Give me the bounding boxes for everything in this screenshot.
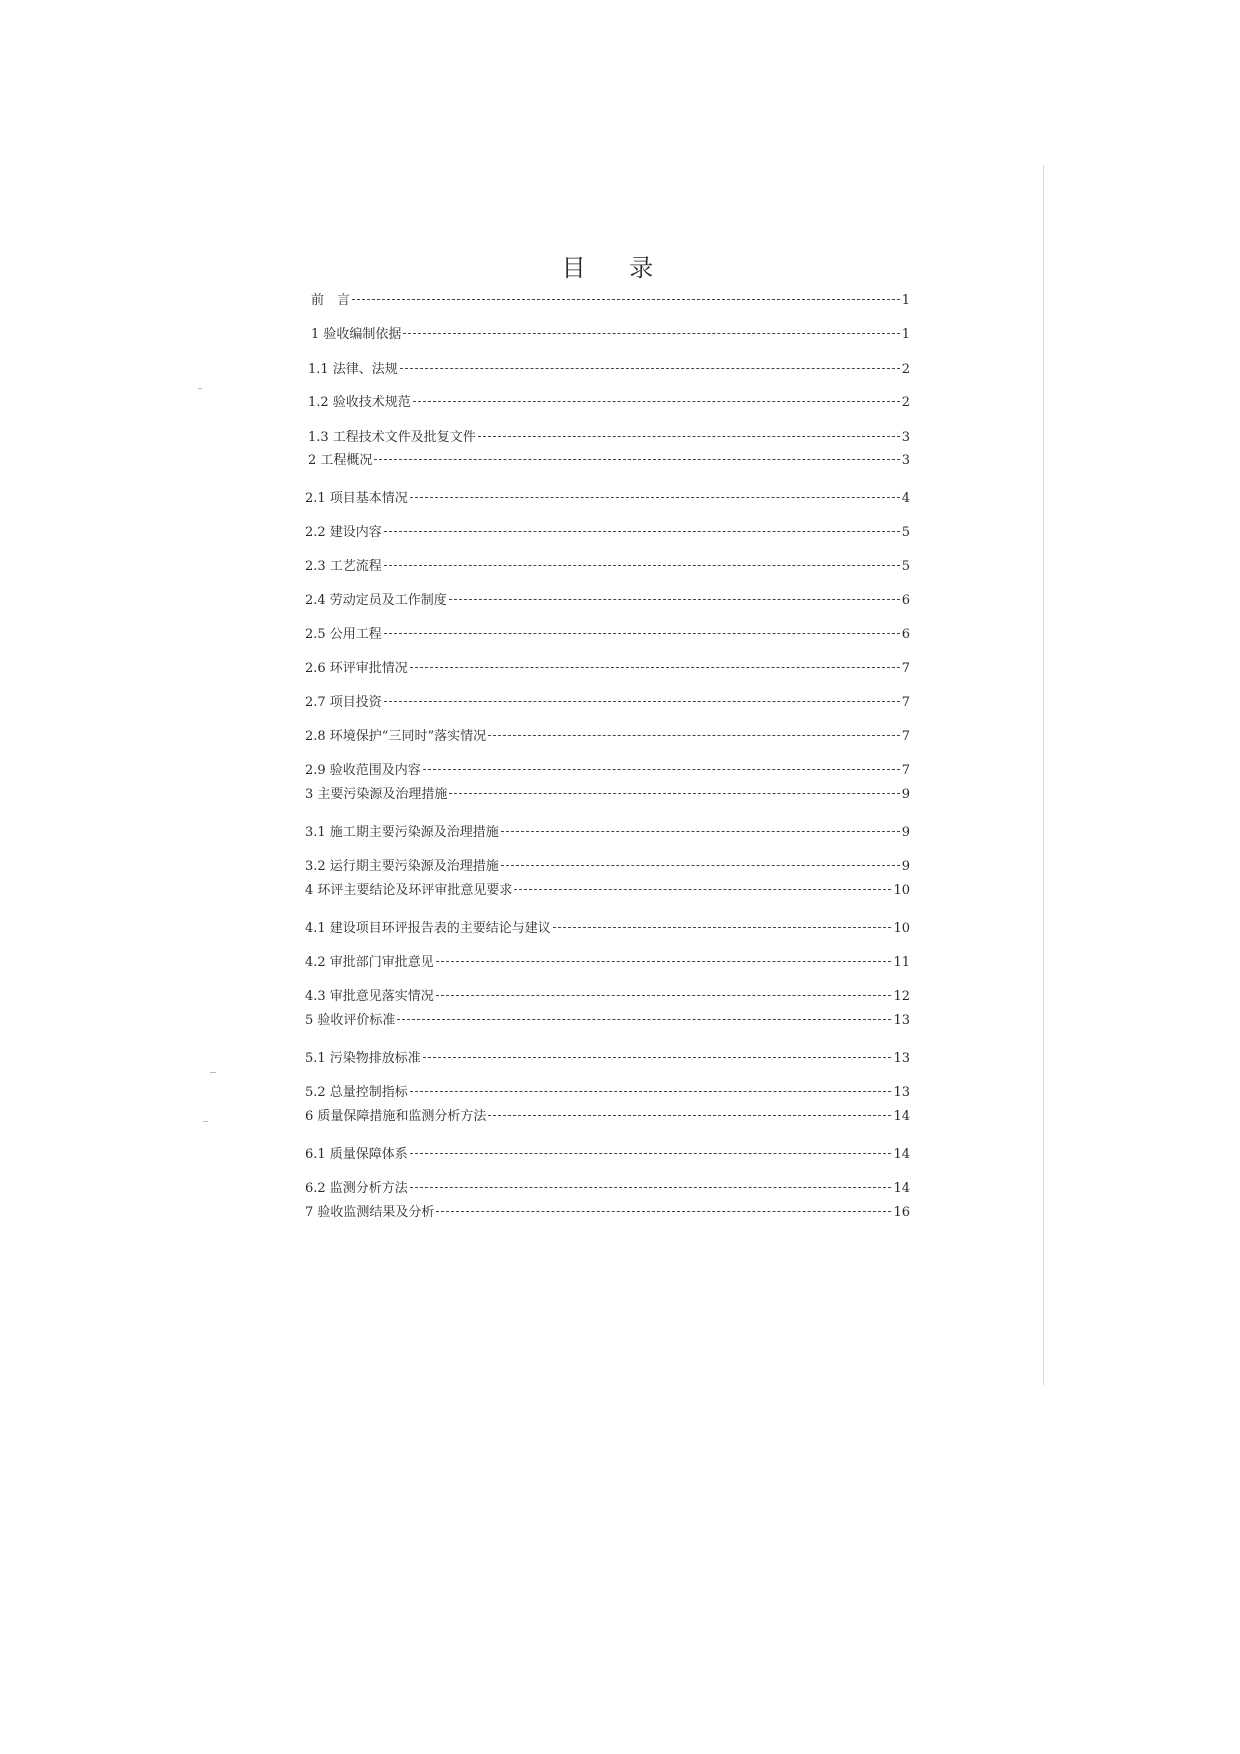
toc-entry-page-number: 7: [901, 661, 910, 676]
toc-entry-label: 6.1 质量保障体系: [305, 1147, 408, 1162]
toc-dot-leader: [488, 1115, 891, 1116]
toc-entry-page-number: 10: [893, 883, 910, 898]
toc-dot-leader: [400, 368, 900, 369]
scan-mark: [198, 388, 202, 389]
toc-entry-label: 1.2 验收技术规范: [308, 395, 411, 410]
toc-entry-page-number: 3: [901, 453, 910, 468]
toc-entry-page-number: 14: [893, 1181, 910, 1196]
toc-entry[interactable]: [305, 954, 910, 972]
toc-dot-leader: [384, 633, 900, 634]
toc-entry-page-number: 9: [901, 859, 910, 874]
toc-entry-label: 3.2 运行期主要污染源及治理措施: [305, 859, 499, 874]
toc-entry-page-number: 6: [901, 627, 910, 642]
table-of-contents: [305, 250, 910, 1220]
toc-dot-leader: [514, 889, 891, 890]
toc-dot-leader: [384, 565, 900, 566]
toc-entry-label: 前 言: [311, 293, 351, 308]
toc-entry[interactable]: [305, 1146, 910, 1164]
toc-entry-label: 5 验收评价标准: [305, 1013, 396, 1028]
toc-entry[interactable]: [305, 452, 910, 470]
toc-dot-leader: [478, 436, 900, 437]
toc-entry[interactable]: [305, 694, 910, 712]
toc-entry-page-number: 2: [901, 362, 910, 377]
toc-entry-label: 3 主要污染源及治理措施: [305, 787, 448, 802]
toc-dot-leader: [488, 735, 900, 736]
toc-dot-leader: [410, 1153, 892, 1154]
toc-entry-page-number: 5: [901, 559, 910, 574]
toc-entry[interactable]: [305, 292, 910, 310]
toc-dot-leader: [449, 599, 900, 600]
toc-entry-label: 2.3 工艺流程: [305, 559, 382, 574]
toc-entry-label: 2.9 验收范围及内容: [305, 763, 421, 778]
toc-entry-page-number: 10: [893, 921, 910, 936]
toc-dot-leader: [397, 1019, 891, 1020]
toc-entry-page-number: 13: [893, 1051, 910, 1066]
toc-dot-leader: [501, 831, 900, 832]
toc-entry[interactable]: [305, 429, 910, 447]
toc-entry[interactable]: [305, 394, 910, 412]
toc-entry[interactable]: [305, 858, 910, 876]
toc-entry-label: 6 质量保障措施和监测分析方法: [305, 1109, 487, 1124]
toc-entry[interactable]: [305, 920, 910, 938]
toc-entry-page-number: 14: [893, 1147, 910, 1162]
toc-entry-page-number: 13: [893, 1013, 910, 1028]
toc-entry-page-number: 1: [901, 327, 910, 342]
toc-entry-label: 1.3 工程技术文件及批复文件: [308, 430, 476, 445]
toc-entry-page-number: 7: [901, 763, 910, 778]
toc-entry-page-number: 1: [901, 293, 910, 308]
toc-entry-label: 4 环评主要结论及环评审批意见要求: [305, 883, 513, 898]
toc-dot-leader: [413, 401, 900, 402]
toc-entry-label: 1.1 法律、法规: [308, 362, 398, 377]
page-edge-line: [1043, 165, 1044, 1385]
toc-entry[interactable]: [305, 988, 910, 1006]
toc-entry[interactable]: [305, 1108, 910, 1126]
toc-entry-page-number: 12: [893, 989, 910, 1004]
toc-entry-label: 1 验收编制依据: [311, 327, 402, 342]
toc-entry[interactable]: [305, 1180, 910, 1198]
toc-entry-label: 2.8 环境保护“三同时”落实情况: [305, 729, 487, 744]
toc-dot-leader: [553, 927, 892, 928]
toc-entry-label: 5.1 污染物排放标准: [305, 1051, 421, 1066]
toc-dot-leader: [374, 459, 899, 460]
toc-entry[interactable]: [305, 1204, 910, 1222]
toc-entry-label: 2 工程概况: [308, 453, 373, 468]
toc-entry[interactable]: [305, 558, 910, 576]
toc-entry-page-number: 4: [901, 491, 910, 506]
toc-entry-page-number: 7: [901, 695, 910, 710]
toc-entry-label: 4.1 建设项目环评报告表的主要结论与建议: [305, 921, 551, 936]
toc-entry-page-number: 11: [893, 955, 910, 970]
toc-dot-leader: [436, 1211, 891, 1212]
toc-entry-page-number: 9: [901, 787, 910, 802]
toc-entry[interactable]: [305, 728, 910, 746]
toc-entry-page-number: 7: [901, 729, 910, 744]
toc-entry[interactable]: [305, 1084, 910, 1102]
toc-dot-leader: [423, 769, 900, 770]
toc-entry-label: 6.2 监测分析方法: [305, 1181, 408, 1196]
toc-dot-leader: [423, 1057, 892, 1058]
scan-mark: [210, 1072, 216, 1073]
toc-dot-leader: [501, 865, 900, 866]
toc-dot-leader: [410, 497, 900, 498]
toc-entry[interactable]: [305, 762, 910, 780]
toc-entry-page-number: 5: [901, 525, 910, 540]
toc-entry-label: 2.2 建设内容: [305, 525, 382, 540]
toc-dot-leader: [449, 793, 899, 794]
toc-entry[interactable]: [305, 786, 910, 804]
toc-entry[interactable]: [305, 1050, 910, 1068]
toc-entry-page-number: 6: [901, 593, 910, 608]
toc-entry-page-number: 3: [901, 430, 910, 445]
toc-entry[interactable]: [305, 626, 910, 644]
toc-entry-page-number: 9: [901, 825, 910, 840]
toc-entry-label: 2.7 项目投资: [305, 695, 382, 710]
toc-entry-label: 3.1 施工期主要污染源及治理措施: [305, 825, 499, 840]
toc-entry[interactable]: [305, 326, 910, 344]
toc-dot-leader: [410, 667, 900, 668]
toc-entry[interactable]: [305, 592, 910, 610]
toc-dot-leader: [384, 701, 900, 702]
toc-entry-label: 4.3 审批意见落实情况: [305, 989, 434, 1004]
toc-dot-leader: [410, 1187, 892, 1188]
toc-dot-leader: [384, 531, 900, 532]
toc-dot-leader: [352, 299, 900, 300]
toc-dot-leader: [436, 961, 892, 962]
toc-dot-leader: [410, 1091, 892, 1092]
toc-entry-page-number: 14: [893, 1109, 910, 1124]
toc-entry[interactable]: [305, 824, 910, 842]
toc-entry[interactable]: [305, 1012, 910, 1030]
toc-entry[interactable]: [305, 882, 910, 900]
toc-entry-label: 2.6 环评审批情况: [305, 661, 408, 676]
toc-entry-label: 4.2 审批部门审批意见: [305, 955, 434, 970]
toc-entry-label: 5.2 总量控制指标: [305, 1085, 408, 1100]
toc-dot-leader: [403, 333, 899, 334]
toc-entry-label: 2.4 劳动定员及工作制度: [305, 593, 447, 608]
toc-entry[interactable]: [305, 524, 910, 542]
toc-entry[interactable]: [305, 361, 910, 379]
toc-entry-label: 7 验收监测结果及分析: [305, 1205, 435, 1220]
toc-entry[interactable]: [305, 490, 910, 508]
toc-entry-page-number: 2: [901, 395, 910, 410]
toc-entry-page-number: 13: [893, 1085, 910, 1100]
toc-entry[interactable]: [305, 660, 910, 678]
toc-entry-label: 2.1 项目基本情况: [305, 491, 408, 506]
toc-dot-leader: [436, 995, 892, 996]
scan-mark: [203, 1121, 208, 1122]
toc-title: 目 录: [561, 254, 672, 282]
toc-entry-page-number: 16: [893, 1205, 910, 1220]
toc-entry-label: 2.5 公用工程: [305, 627, 382, 642]
